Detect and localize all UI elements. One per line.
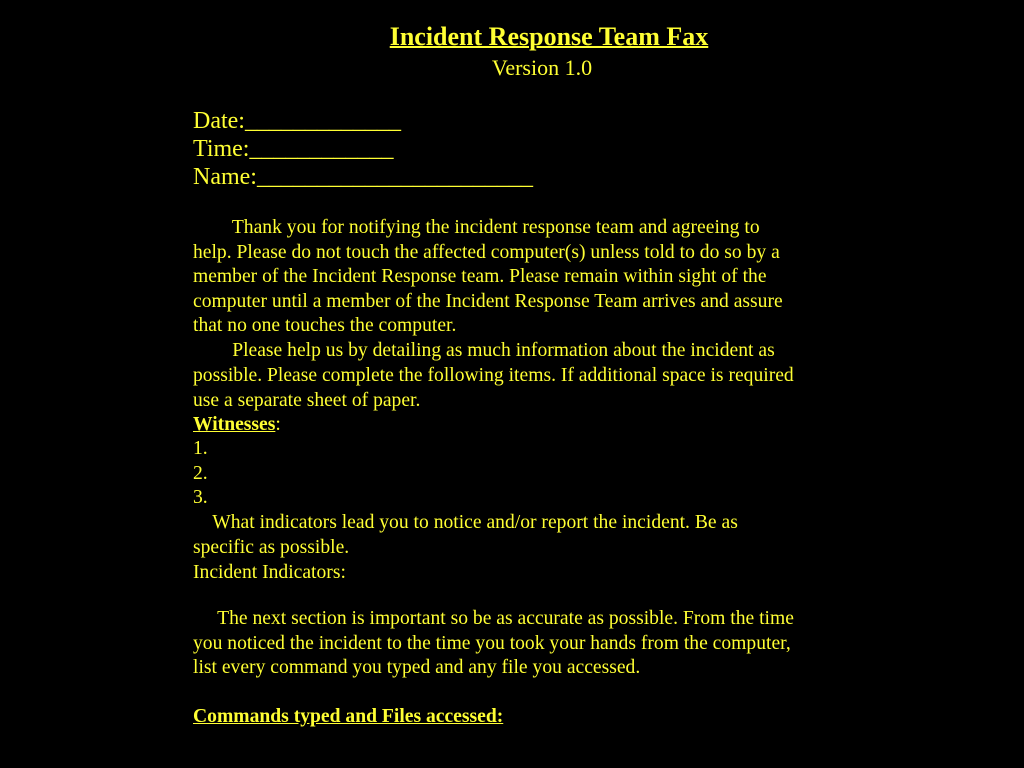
name-field: Name:_______________________: [193, 164, 533, 190]
indicators-question: What indicators lead you to notice and/or report the incident. Be as: [193, 512, 738, 533]
intro-line: member of the Incident Response team. Please remain within sight of the: [193, 266, 767, 287]
commands-heading: Commands typed and Files accessed:: [193, 706, 504, 727]
witnesses-colon: :: [275, 414, 281, 435]
witness-item: 1.: [193, 438, 208, 459]
witnesses-heading: [193, 413, 281, 438]
indicators-question: specific as possible.: [193, 537, 350, 558]
intro-line: help. Please do not touch the affected computer(s) unless told to do so by a: [193, 242, 780, 263]
instructions-line: use a separate sheet of paper.: [193, 390, 421, 411]
intro-line: computer until a member of the Incident Response Team arrives and assure: [193, 291, 783, 312]
witness-item: 3.: [193, 487, 208, 508]
indicators-label: Incident Indicators:: [193, 562, 346, 583]
instructions-line: possible. Please complete the following items. If additional space is required: [193, 365, 794, 386]
intro-line: that no one touches the computer.: [193, 315, 457, 336]
date-field: Date:_____________: [193, 108, 401, 134]
commands-instructions: list every command you typed and any file you accessed.: [193, 657, 641, 678]
version-label: Version 1.0: [491, 55, 593, 80]
page-title: Incident Response Team Fax: [389, 22, 709, 51]
witnesses-label: Witnesses: [193, 414, 276, 435]
intro-line: Thank you for notifying the incident response team and agreeing to: [193, 217, 760, 238]
witness-item: 2.: [193, 463, 208, 484]
time-field: Time:____________: [193, 136, 394, 162]
instructions-line: Please help us by detailing as much information about the incident as: [193, 340, 775, 361]
commands-instructions: you noticed the incident to the time you took your hands from the computer,: [193, 633, 791, 654]
commands-instructions: The next section is important so be as accurate as possible. From the time: [193, 608, 794, 629]
